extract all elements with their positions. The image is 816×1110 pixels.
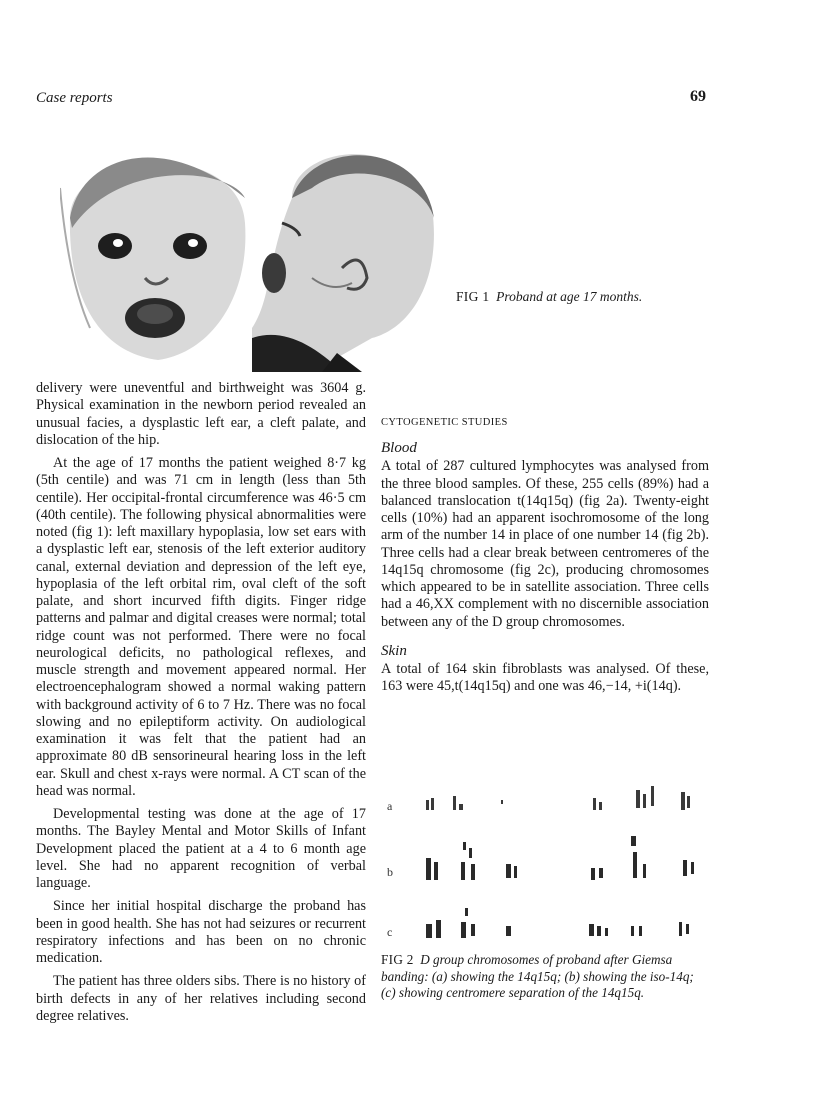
left-paragraph-4: Since her initial hospital discharge the proband has been in good health. She has not had seizures or recurrent respiratory infections and has been on no chronic medication. [36,898,366,966]
left-column [36,380,366,1031]
skin-text: A total of 164 skin fibroblasts was analysed. Of these, 163 were 45,t(14q15q) and one was 46,−14, +i(14q). [381,661,709,695]
running-title: Case reports [36,90,113,106]
figure2-caption [381,952,711,1002]
chromosome-row-a [426,786,690,810]
right-column [381,440,709,708]
blood-text: A total of 287 cultured lymphocytes was analysed from the three blood samples. Of these, 255 cells (89%) had a balanced translocation t(14q15q) (fig 2a). Twenty-eight cells (10%) had an apparent isochromosome of the long arm of the number 14 in place of one number 14 (fig 2b). Three cells had a clear break between centromeres of the 14q15q chromosome (fig 2c), producing chromosomes which appeared to be in satellite association. Three cells had a 46,XX complement with no discernible association between any of the D group chromosomes. [381,458,709,630]
row-label-b: b [387,865,393,879]
row-label-a: a [387,799,393,813]
left-paragraph-2: At the age of 17 months the patient weighed 8·7 kg (5th centile) and was 71 cm in length (less than 5th centile). Her occipital-frontal circumference was 46·5 cm (40th centile). The following physical abnormalities were noted (fig 1): left maxillary hypoplasia, low set ears with a dysplastic left ear, stenosis of the left exterior auditory canal, external deviation and depression of the left eye, hypoplasia of the left orbital rim, oval cleft of the soft palate, and short incurved fifth digits. Finger ridge patterns and palmar and digital creases were normal; total ridge count was not performed. There were no focal neurological deficits, no pathological reflexes, and muscle strength and movement appeared normal. Her electroencephalogram showed a normal waking pattern with background activity of 6 to 7 Hz. There was no focal slowing and no epileptiform activity. On audiological examination it was felt that the patient had an approximate 80 dB sensorineural hearing loss in the left ear. Skull and chest x-rays were normal. A CT scan of the head was normal. [36,455,366,799]
figure1-caption [456,289,642,305]
chromosome-row-c [426,908,689,938]
left-paragraph-5: The patient has three olders sibs. There is no history of birth defects in any of her relatives including second degree relatives. [36,973,366,1024]
figure2-caption-text: D group chromosomes of proband after Giemsa banding: (a) showing the 14q15q; (b) showing the iso-14q; (c) showing centromere separation of the 14q15q. [381,952,694,1000]
figure2-karyotype [381,768,711,948]
row-label-c: c [387,925,393,939]
left-paragraph-1: delivery were uneventful and birthweight was 3604 g. Physical examination in the newborn period revealed an unusual facies, a dysplastic left ear, a cleft palate, and dislocation of the hip. [36,380,366,448]
skin-heading: Skin [381,642,407,659]
cytogenetic-heading: CYTOGENETIC STUDIES [381,417,508,428]
blood-heading: Blood [381,440,417,456]
figure1-photo-front [60,128,252,370]
chromosome-row-b [426,836,694,880]
figure1-label: FIG 1 [456,289,490,304]
left-paragraph-3: Developmental testing was done at the age of 17 months. The Bayley Mental and Motor Skills of Infant Development placed the patient at a 4 to 6 month age level. She had no apparent recognition of verbal language. [36,806,366,891]
figure1-caption-text: Proband at age 17 months. [496,289,643,304]
figure1-photo-profile [252,128,442,372]
figure2-label: FIG 2 [381,952,414,967]
page-number: 69 [690,88,706,105]
